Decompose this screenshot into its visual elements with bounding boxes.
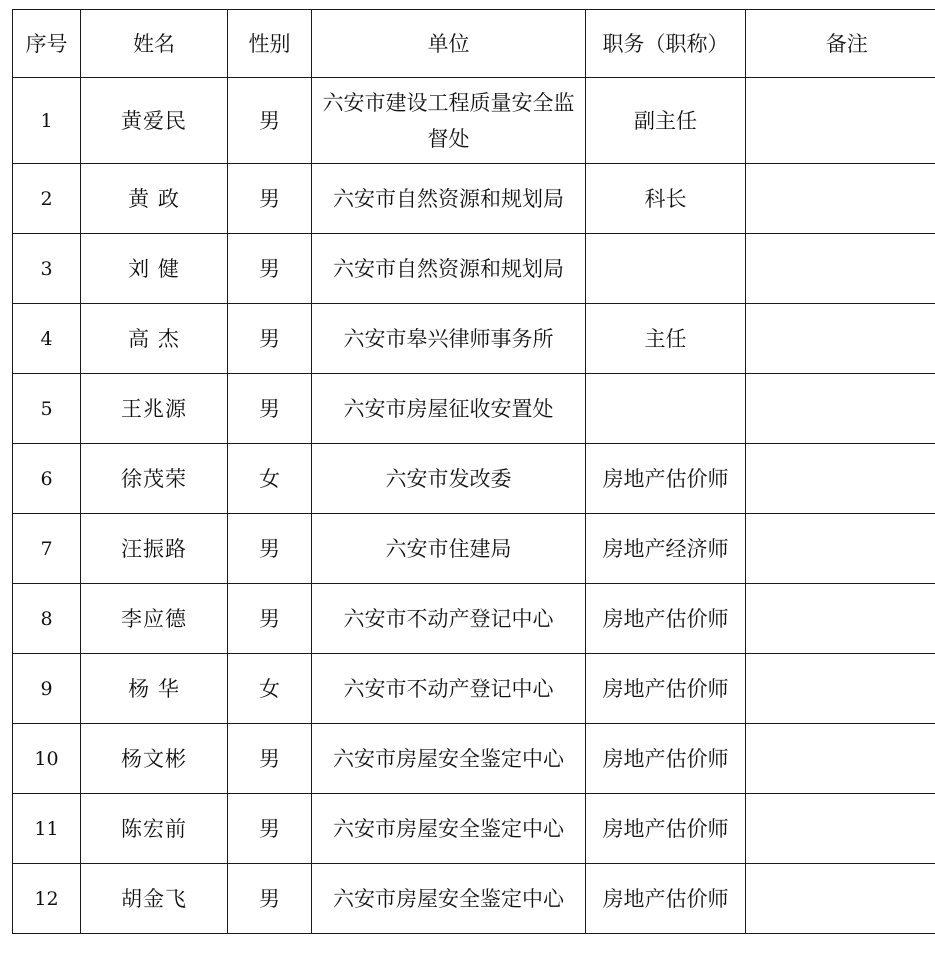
cell-name: 陈宏前 — [81, 794, 228, 864]
cell-gender: 男 — [228, 374, 312, 444]
cell-unit: 六安市房屋征收安置处 — [312, 374, 586, 444]
header-row — [13, 10, 935, 78]
cell-name: 李应德 — [81, 584, 228, 654]
cell-name: 汪振路 — [81, 514, 228, 584]
cell-notes — [746, 724, 935, 794]
cell-title: 房地产经济师 — [586, 514, 746, 584]
table-row — [13, 164, 935, 234]
personnel-table — [12, 9, 935, 934]
cell-name: 黄 政 — [81, 164, 228, 234]
cell-gender: 男 — [228, 304, 312, 374]
cell-unit: 六安市自然资源和规划局 — [312, 164, 586, 234]
cell-name: 杨文彬 — [81, 724, 228, 794]
cell-index: 4 — [13, 304, 81, 374]
cell-notes — [746, 794, 935, 864]
cell-index: 9 — [13, 654, 81, 724]
table-row — [13, 374, 935, 444]
cell-name: 徐茂荣 — [81, 444, 228, 514]
cell-gender: 男 — [228, 514, 312, 584]
cell-title: 房地产估价师 — [586, 444, 746, 514]
cell-index: 5 — [13, 374, 81, 444]
table-row — [13, 514, 935, 584]
cell-index: 7 — [13, 514, 81, 584]
cell-title: 主任 — [586, 304, 746, 374]
cell-gender: 男 — [228, 164, 312, 234]
cell-unit: 六安市房屋安全鉴定中心 — [312, 794, 586, 864]
cell-gender: 男 — [228, 234, 312, 304]
table-row — [13, 444, 935, 514]
cell-notes — [746, 234, 935, 304]
cell-notes — [746, 444, 935, 514]
cell-title: 副主任 — [586, 78, 746, 164]
cell-unit: 六安市发改委 — [312, 444, 586, 514]
cell-name: 王兆源 — [81, 374, 228, 444]
cell-index: 11 — [13, 794, 81, 864]
cell-unit: 六安市不动产登记中心 — [312, 654, 586, 724]
cell-unit: 六安市住建局 — [312, 514, 586, 584]
cell-notes — [746, 374, 935, 444]
cell-title: 房地产估价师 — [586, 584, 746, 654]
cell-notes — [746, 514, 935, 584]
header-gender: 性别 — [228, 10, 312, 78]
table-row — [13, 78, 935, 164]
table-row — [13, 724, 935, 794]
cell-title: 房地产估价师 — [586, 654, 746, 724]
cell-name: 刘 健 — [81, 234, 228, 304]
header-unit: 单位 — [312, 10, 586, 78]
cell-name: 高 杰 — [81, 304, 228, 374]
cell-name: 杨 华 — [81, 654, 228, 724]
table-row — [13, 584, 935, 654]
cell-index: 12 — [13, 864, 81, 934]
cell-title — [586, 234, 746, 304]
cell-index: 6 — [13, 444, 81, 514]
cell-notes — [746, 78, 935, 164]
cell-notes — [746, 584, 935, 654]
header-index: 序号 — [13, 10, 81, 78]
cell-name: 黄爱民 — [81, 78, 228, 164]
cell-unit: 六安市自然资源和规划局 — [312, 234, 586, 304]
table-row — [13, 864, 935, 934]
table-row — [13, 794, 935, 864]
cell-gender: 女 — [228, 654, 312, 724]
cell-gender: 女 — [228, 444, 312, 514]
cell-unit: 六安市不动产登记中心 — [312, 584, 586, 654]
cell-notes — [746, 304, 935, 374]
cell-index: 10 — [13, 724, 81, 794]
cell-gender: 男 — [228, 78, 312, 164]
header-title: 职务（职称） — [586, 10, 746, 78]
cell-gender: 男 — [228, 794, 312, 864]
table-row — [13, 234, 935, 304]
header-name: 姓名 — [81, 10, 228, 78]
cell-notes — [746, 654, 935, 724]
cell-gender: 男 — [228, 724, 312, 794]
table-row — [13, 654, 935, 724]
cell-title: 房地产估价师 — [586, 724, 746, 794]
cell-title — [586, 374, 746, 444]
cell-notes — [746, 864, 935, 934]
cell-unit: 六安市房屋安全鉴定中心 — [312, 724, 586, 794]
cell-gender: 男 — [228, 584, 312, 654]
cell-unit: 六安市皋兴律师事务所 — [312, 304, 586, 374]
header-notes: 备注 — [746, 10, 935, 78]
cell-index: 1 — [13, 78, 81, 164]
cell-index: 8 — [13, 584, 81, 654]
cell-unit: 六安市房屋安全鉴定中心 — [312, 864, 586, 934]
cell-name: 胡金飞 — [81, 864, 228, 934]
cell-title: 房地产估价师 — [586, 794, 746, 864]
cell-unit: 六安市建设工程质量安全监督处 — [312, 78, 586, 164]
cell-notes — [746, 164, 935, 234]
cell-index: 3 — [13, 234, 81, 304]
table-row — [13, 304, 935, 374]
cell-index: 2 — [13, 164, 81, 234]
cell-title: 科长 — [586, 164, 746, 234]
cell-title: 房地产估价师 — [586, 864, 746, 934]
cell-gender: 男 — [228, 864, 312, 934]
